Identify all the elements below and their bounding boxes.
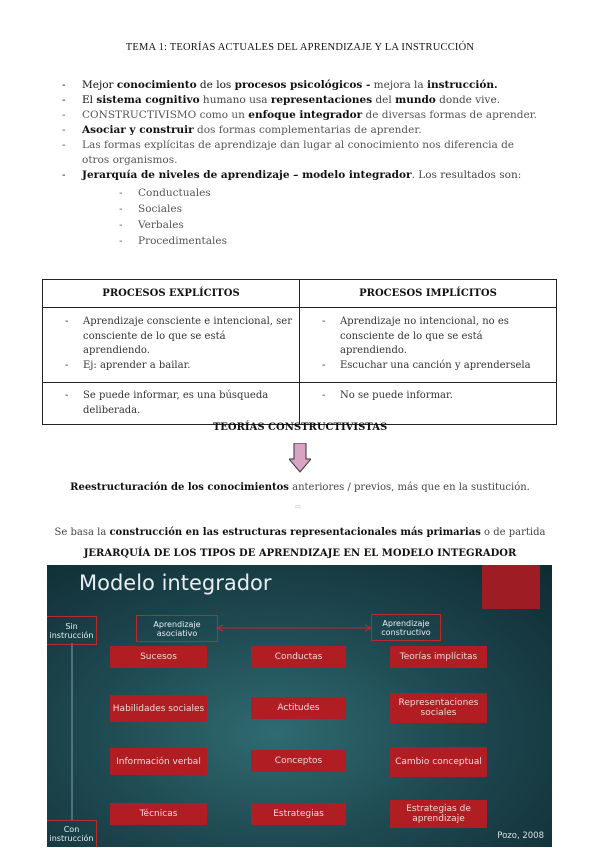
- box-estrategias-aprendizaje: Estrategias de aprendizaje: [390, 800, 487, 828]
- sub-list-item: - Procedimentales: [119, 233, 542, 249]
- box-tecnicas: Técnicas: [110, 803, 207, 825]
- list-item: - Mejor conocimiento de los procesos psicológicos - mejora la instrucción.: [62, 78, 542, 93]
- table-row: [43, 308, 557, 383]
- table-header-explicit: PROCESOS EXPLÍCITOS: [43, 280, 300, 308]
- bullet-list: [62, 78, 542, 249]
- sub-list-item: - Sociales: [119, 201, 542, 217]
- hierarchy-heading: JERARQUÍA DE LOS TIPOS DE APRENDIZAJE EN EL MODELO INTEGRADOR: [83, 548, 517, 559]
- table-cell: [43, 383, 300, 425]
- aprendizaje-constructivo-label: Aprendizaje constructivo: [371, 614, 441, 641]
- cell-item: - Aprendizaje consciente e intencional, ser consciente de lo que se está aprendiendo.: [43, 315, 299, 359]
- box-teorias-implicitas: Teorías implícitas: [390, 646, 487, 668]
- list-item: - Las formas explícitas de aprendizaje dan lugar al conocimiento nos diferencia de otros organismos.: [62, 138, 542, 168]
- list-item: - El sistema cognitivo humano usa representaciones del mundo donde vive.: [62, 93, 542, 108]
- box-informacion-verbal: Información verbal: [110, 748, 207, 775]
- list-item: - CONSTRUCTIVISMO como un enfoque integrador de diversas formas de aprender.: [62, 108, 542, 123]
- constructivist-heading: TEORÍAS CONSTRUCTIVISTAS: [212, 422, 388, 433]
- sub-list-item: - Conductuales: [119, 185, 542, 201]
- document-title: TEMA 1: TEORÍAS ACTUALES DEL APRENDIZAJE Y LA INSTRUCCIÓN: [125, 42, 475, 53]
- sub-list: [82, 185, 542, 249]
- box-sucesos: Sucesos: [110, 646, 207, 668]
- box-representaciones-sociales: Representaciones sociales: [390, 693, 487, 723]
- list-item: - Jerarquía de niveles de aprendizaje – modelo integrador. Los resultados son: - Conductuales - Sociales - Verbales - Procedimentales: [62, 168, 542, 249]
- table-cell: [43, 308, 300, 383]
- integrator-model-slide: [47, 565, 552, 847]
- cell-item: - Ej: aprender a bailar.: [43, 359, 299, 374]
- table-row: [43, 383, 557, 425]
- aprendizaje-asociativo-label: Aprendizaje asociativo: [136, 615, 218, 642]
- box-habilidades-sociales: Habilidades sociales: [110, 695, 207, 722]
- equals-sign: =: [294, 503, 302, 513]
- restructuring-text: Reestructuración de los conocimientos anteriores / previos, más que en la sustitución.: [70, 482, 530, 493]
- cell-item: - Aprendizaje no intencional, no es consciente de lo que se está aprendiendo.: [300, 315, 556, 359]
- cell-item: - Se puede informar, es una búsqueda deliberada.: [43, 389, 299, 418]
- cell-item: - No se puede informar.: [300, 389, 556, 404]
- basis-text: Se basa la construcción en las estructuras representacionales más primarias o de partida: [54, 527, 546, 538]
- slide-title: Modelo integrador: [79, 571, 272, 595]
- slide-credit: Pozo, 2008: [497, 831, 544, 841]
- down-arrow-icon: [289, 443, 311, 473]
- box-estrategias: Estrategias: [251, 803, 346, 825]
- processes-table: [42, 279, 557, 425]
- box-actitudes: Actitudes: [251, 697, 346, 719]
- list-item: - Asociar y construir dos formas complementarias de aprender.: [62, 123, 542, 138]
- sin-instruccion-label: Sin instrucción: [47, 616, 97, 645]
- table-header-implicit: PROCESOS IMPLÍCITOS: [300, 280, 557, 308]
- table-cell: [300, 383, 557, 425]
- con-instruccion-label: Con instrucción: [47, 820, 97, 847]
- sub-list-item: - Verbales: [119, 217, 542, 233]
- table-cell: [300, 308, 557, 383]
- box-cambio-conceptual: Cambio conceptual: [390, 747, 487, 777]
- cell-item: - Escuchar una canción y aprendersela: [300, 359, 556, 374]
- box-conductas: Conductas: [251, 646, 346, 668]
- box-conceptos: Conceptos: [251, 750, 346, 772]
